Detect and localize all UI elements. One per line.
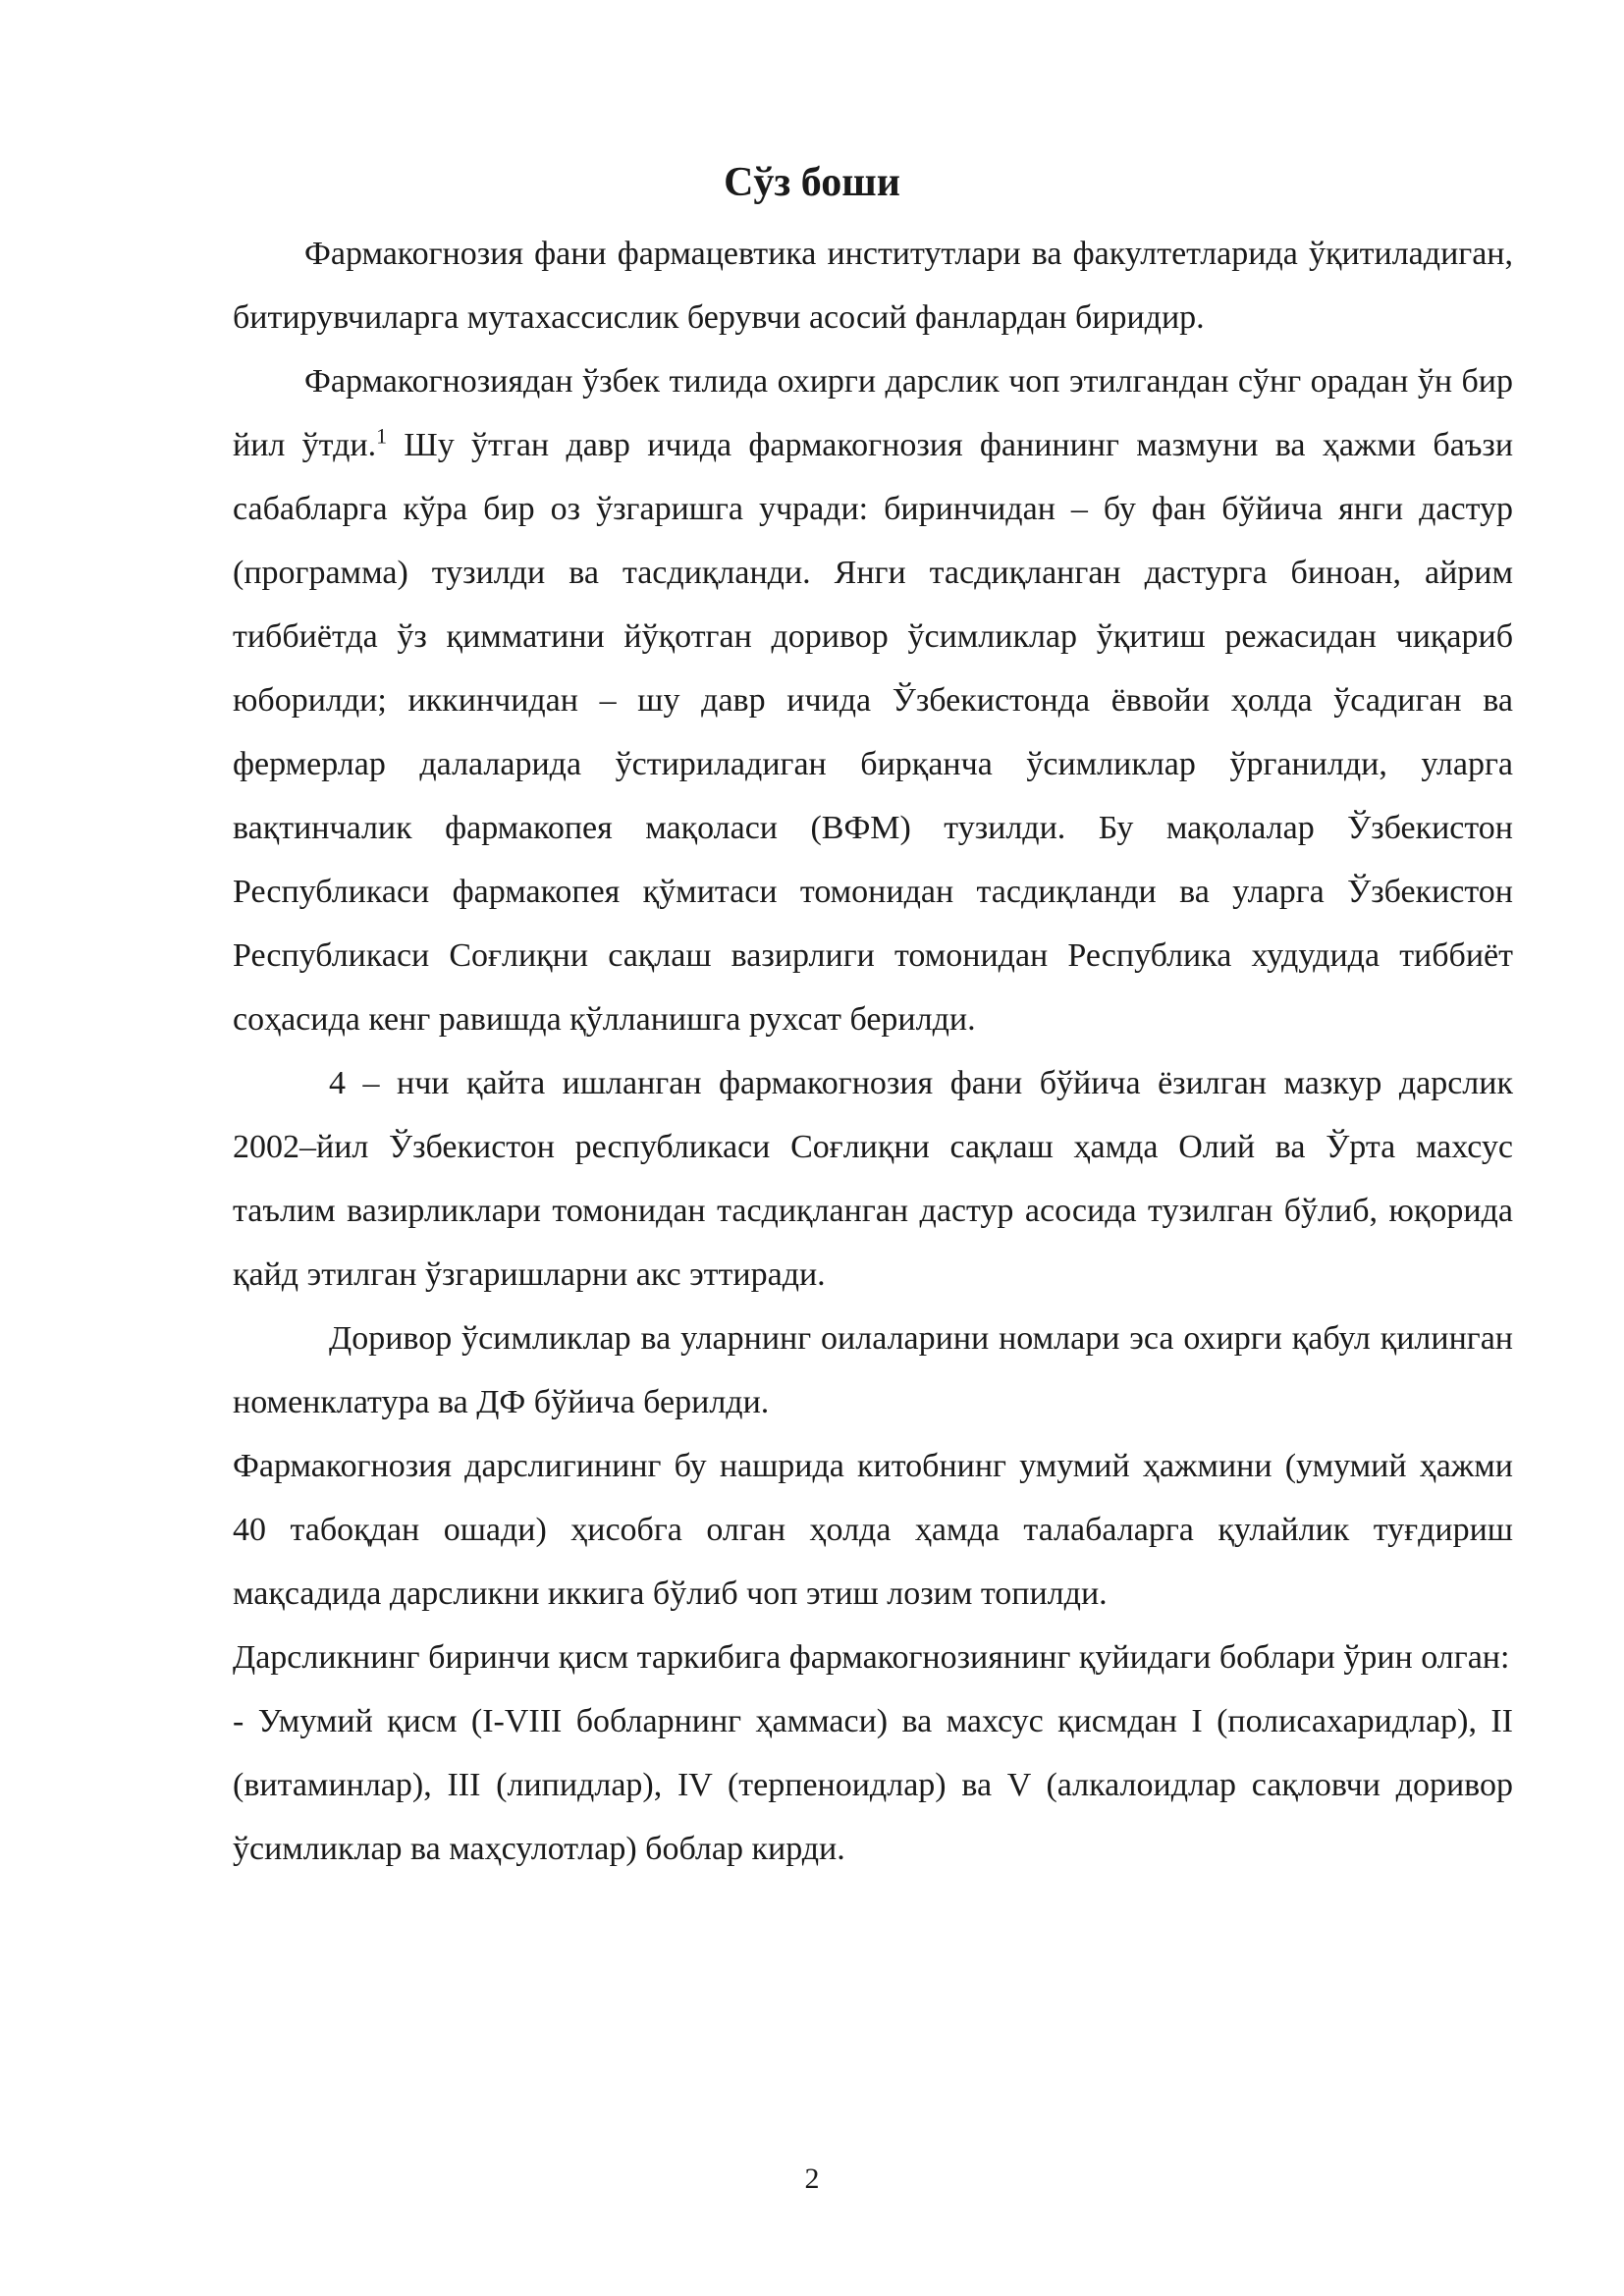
paragraph-changes-lead: Фармакогнозиядан ўзбек тилида охирги дарслик чоп этилгандан сўнг орадан ўн бир йил ўтди. xyxy=(233,363,1513,463)
paragraph-intro: Фармакогнозия фани фармацевтика институтлари ва факултетларида ўқитиладиган, битирувчиларга мутахассислик берувчи асосий фанлардан биридир. xyxy=(233,236,1513,336)
body-text xyxy=(233,222,1513,1881)
paragraph-chapter-list: - Умумий қисм (I-VIII бобларнинг ҳаммаси) ва махсус қисмдан I (полисахаридлар), II (витаминлар), III (липидлар), IV (терпеноидлар) ва V (алкалоидлар сақловчи доривор ўсимликлар ва маҳсулотлар) боблар кирди. xyxy=(233,1703,1513,1867)
footnote-marker: 1 xyxy=(376,423,388,449)
paragraph-edition: 4 – нчи қайта ишланган фармакогнозия фани бўйича ёзилган мазкур дарслик 2002–йил Ўзбекистон республикаси Соғлиқни сақлаш ҳамда Олий ва Ўрта махсус таълим вазирликлари томонидан тасдиқланган дастур асосида тузилган бўлиб, юқорида қайд этилган ўзгаришларни акс эттиради. xyxy=(233,1065,1513,1293)
paragraph-contents: Дарсликнинг биринчи қисм таркибига фармакогнозиянинг қуйидаги боблари ўрин олган: xyxy=(233,1639,1510,1676)
paragraph-nomenclature: Доривор ўсимликлар ва уларнинг оилаларини номлари эса охирги қабул қилинган номенклатура ва ДФ бўйича берилди. xyxy=(233,1320,1513,1420)
page-title: Сўз боши xyxy=(724,160,900,205)
paragraph-changes-body: Шу ўтган давр ичида фармакогнозия фанининг мазмуни ва ҳажми баъзи сабабларга кўра бир оз ўзгаришга учради: биринчидан – бу фан бўйича янги дастур (программа) тузилди ва тасдиқланди. Янги тасдиқланган дастурга биноан, айрим тиббиётда ўз қимматини йўқотган доривор ўсимликлар ўқитиш режасидан чиқариб юборилди; иккинчидан – шу давр ичида Ўзбекистонда ёввойи ҳолда ўсадиган ва фермерлар далаларида ўстириладиган бирқанча ўсимликлар ўрганилди, уларга вақтинчалик фармакопея мақоласи (ВФМ) тузилди. Бу мақолалар Ўзбекистон Республикаси фармакопея қўмитаси томонидан тасдиқланди ва уларга Ўзбекистон Республикаси Соғлиқни сақлаш вазирлиги томонидан Республика худудида тиббиёт соҳасида кенг равишда қўлланишга рухсат берилди. xyxy=(233,427,1514,1038)
paragraph-changes xyxy=(233,349,1513,1051)
paragraph-volume: Фармакогнозия дарслигининг бу нашрида китобнинг умумий ҳажмини (умумий ҳажми 40 табоқдан ошади) ҳисобга олган ҳолда ҳамда талабаларга қулайлик туғдириш мақсадида дарсликни иккига бўлиб чоп этиш лозим топилди. xyxy=(233,1448,1513,1612)
page-number: 2 xyxy=(804,2163,820,2195)
